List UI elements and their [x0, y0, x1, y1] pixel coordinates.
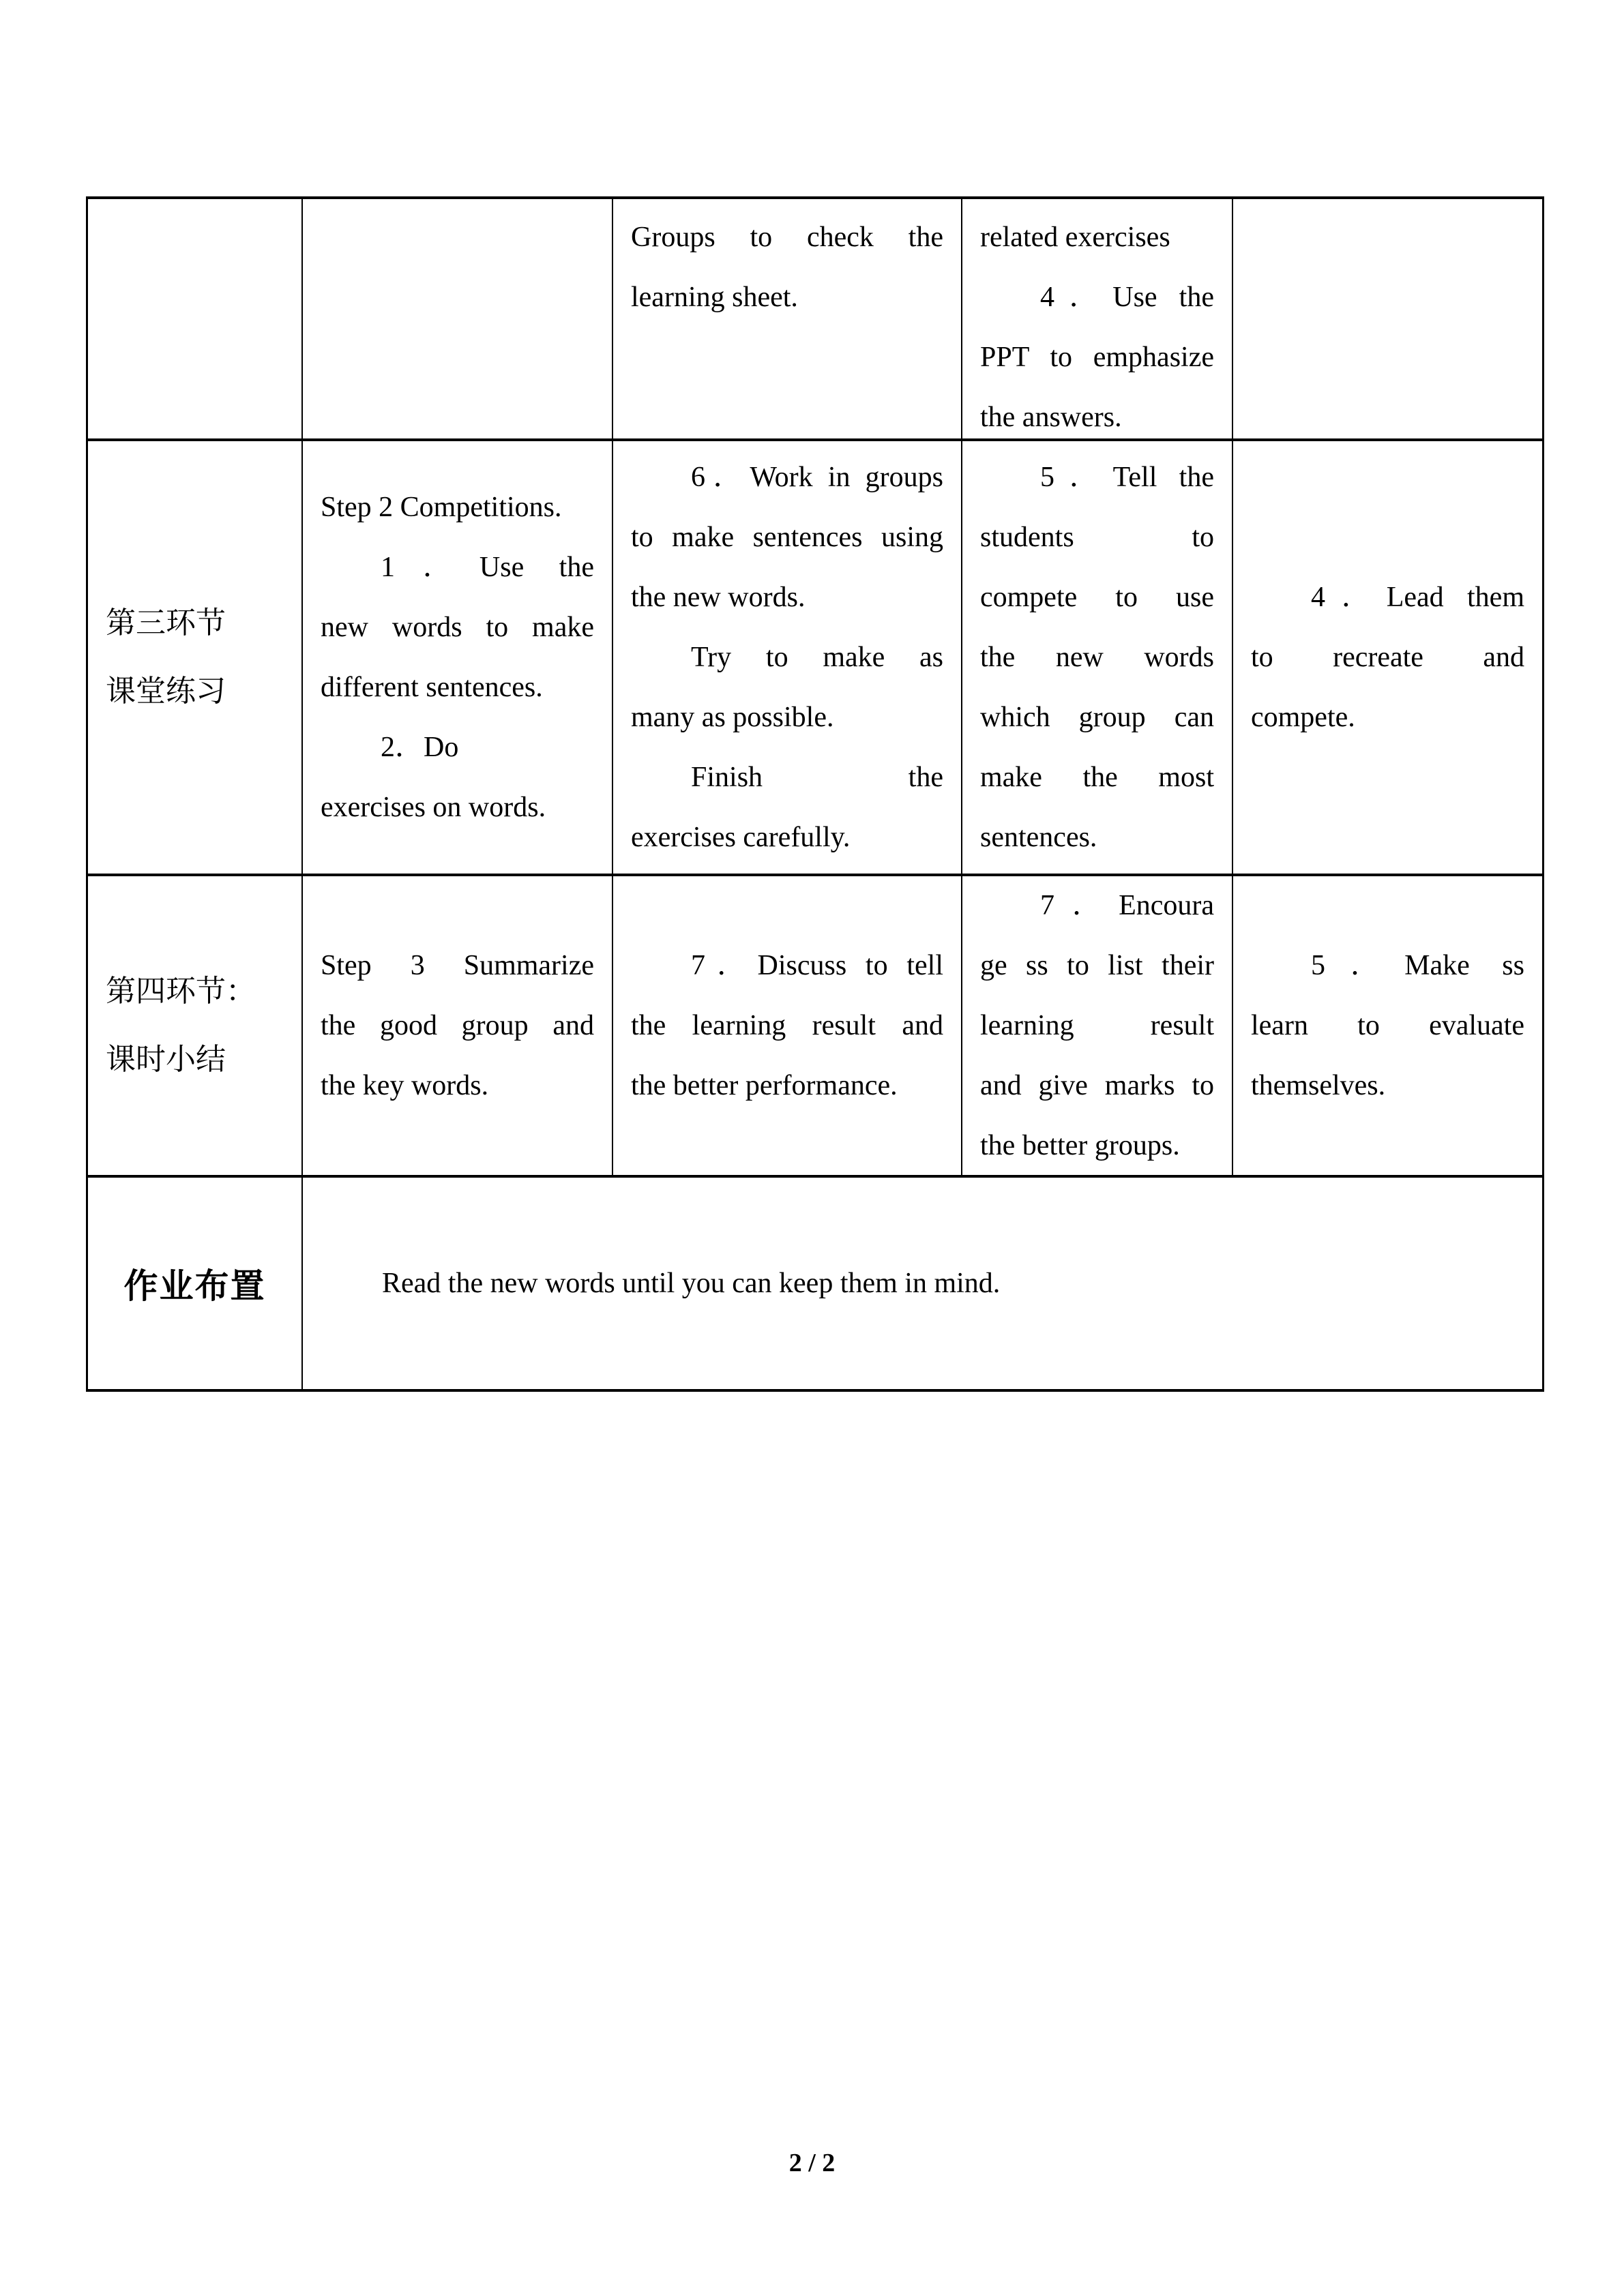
text-line: 2．Do: [381, 732, 459, 763]
homework-text: Read the new words until you can keep them in mind.: [382, 1268, 1001, 1299]
cell-row2-student-activity: [613, 441, 962, 876]
text-line: the good group and: [321, 1010, 594, 1041]
cell-row1-intention: [1233, 199, 1542, 441]
text-line: which group can: [980, 702, 1214, 733]
text-line: different sentences.: [321, 672, 543, 703]
text-line: to recreate and: [1251, 642, 1524, 673]
lesson-plan-table: [86, 196, 1544, 1392]
text-line: exercises on words.: [321, 792, 546, 823]
text-line: 6．Work in groups: [691, 462, 943, 493]
text-line: learning sheet.: [631, 282, 798, 313]
text-line: Step 3 Summarize: [321, 950, 594, 981]
text-line: students to: [980, 522, 1214, 553]
text-line: the new words: [980, 642, 1214, 673]
cell-row3-student-activity: [613, 876, 962, 1178]
text-line: to make sentences using: [631, 522, 943, 553]
text-line: PPT to emphasize: [980, 342, 1214, 373]
stage-label-line: 课堂练习: [106, 674, 226, 708]
text-line: 1．Use the: [381, 552, 594, 583]
text-line: themselves.: [1251, 1070, 1386, 1101]
cell-row1-teacher-activity: [962, 199, 1233, 441]
text-line: related exercises: [980, 222, 1170, 253]
page-number: 2 / 2: [788, 2149, 836, 2177]
text-line: learning result: [980, 1010, 1214, 1041]
text-line: 5．Make ss: [1311, 950, 1524, 981]
text-line: the key words.: [321, 1070, 489, 1101]
text-line: new words to make: [321, 612, 594, 643]
text-line: Step 2 Competitions.: [321, 492, 562, 523]
text-line: Try to make as: [691, 642, 943, 673]
text-line: exercises carefully.: [631, 822, 851, 853]
cell-row2-content: [303, 441, 613, 876]
text-line: sentences.: [980, 822, 1097, 853]
homework-label: 作业布置: [123, 1267, 266, 1305]
text-line: compete.: [1251, 702, 1355, 733]
cell-row2-teacher-activity: [962, 441, 1233, 876]
cell-homework-label: [88, 1178, 303, 1389]
cell-row2-stage: [88, 441, 303, 876]
text-line: 5．Tell the: [1040, 462, 1214, 493]
stage-label-line: 课时小结: [106, 1043, 226, 1076]
cell-row2-intention: [1233, 441, 1542, 876]
text-line: the new words.: [631, 582, 806, 613]
text-line: the better performance.: [631, 1070, 898, 1101]
text-line: Groups to check the: [631, 222, 943, 253]
text-line: make the most: [980, 762, 1214, 793]
text-line: compete to use: [980, 582, 1214, 613]
text-line: the better groups.: [980, 1130, 1180, 1161]
text-line: the learning result and: [631, 1010, 943, 1041]
text-line: 4．Use the: [1040, 282, 1214, 313]
cell-row3-stage: [88, 876, 303, 1178]
stage-label-line: 第三环节: [106, 606, 226, 640]
cell-row3-intention: [1233, 876, 1542, 1178]
text-line: 7．Discuss to tell: [691, 950, 943, 981]
text-line: the answers.: [980, 402, 1122, 433]
cell-row3-teacher-activity: [962, 876, 1233, 1178]
text-line: ge ss to list their: [980, 950, 1214, 981]
text-line: 4．Lead them: [1311, 582, 1524, 613]
cell-row3-content: [303, 876, 613, 1178]
text-line: Finish the: [691, 762, 943, 793]
cell-row1-student-activity: [613, 199, 962, 441]
text-line: and give marks to: [980, 1070, 1214, 1101]
text-line: 7．Encoura: [1040, 890, 1214, 921]
text-line: learn to evaluate: [1251, 1010, 1524, 1041]
cell-homework-content: [303, 1178, 1542, 1389]
cell-row1-stage: [88, 199, 303, 441]
text-line: many as possible.: [631, 702, 834, 733]
cell-row1-content: [303, 199, 613, 441]
stage-label-line: 第四环节：: [106, 974, 256, 1008]
